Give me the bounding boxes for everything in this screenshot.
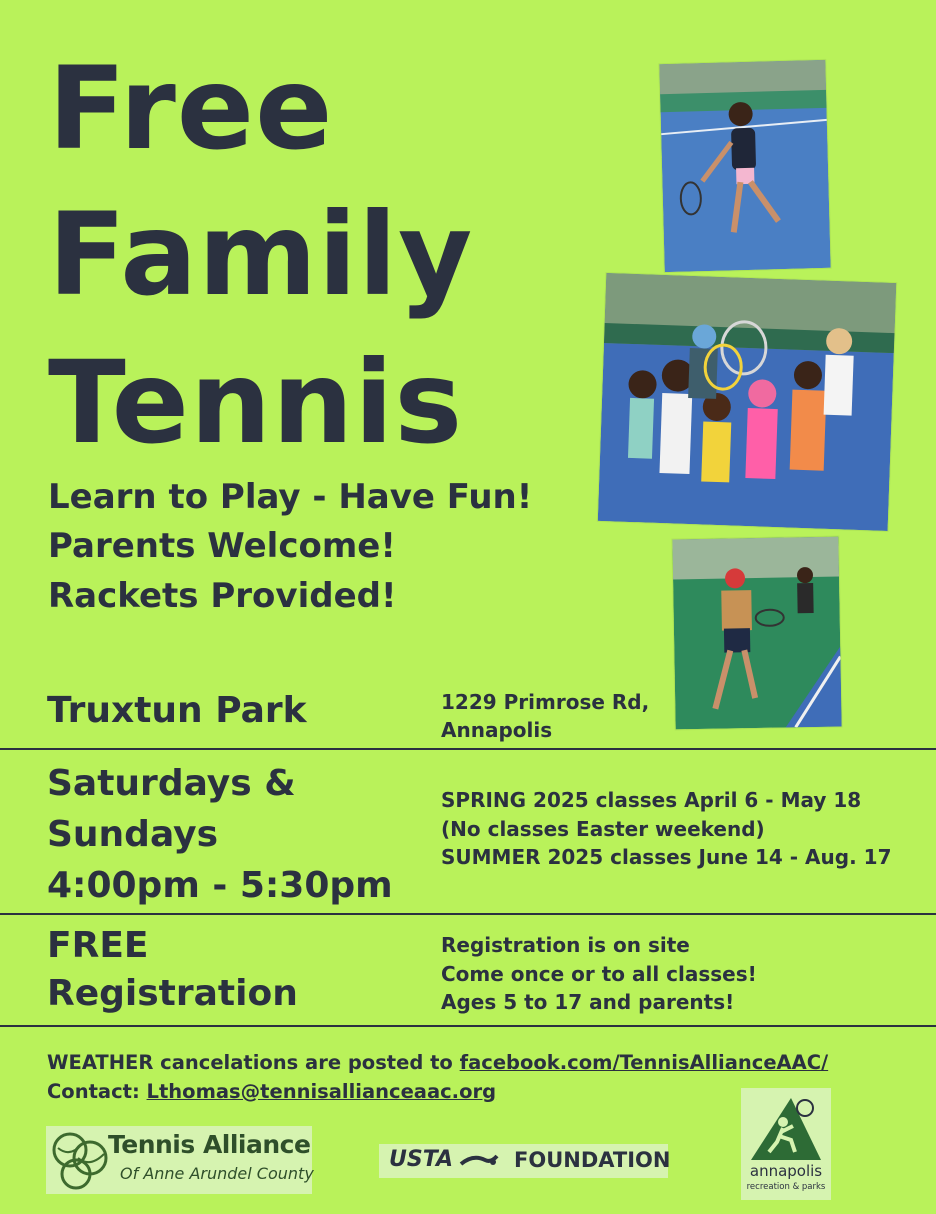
photo-coach-court-art: [672, 537, 841, 730]
schedule-info: [441, 786, 891, 872]
spring-classes: SPRING 2025 classes April 6 - May 18: [441, 788, 862, 812]
park-address: [441, 688, 649, 744]
title-free: Free: [48, 42, 334, 175]
photo-group-kids: [598, 273, 896, 531]
registration-info: [441, 931, 757, 1017]
tennis-balls-icon: [48, 1128, 112, 1192]
photo-girl-playing: [659, 60, 830, 272]
photo-group-kids-art: [598, 273, 896, 531]
tagline-learn: Learn to Play - Have Fun!: [48, 477, 533, 517]
mountain-climber-icon: [747, 1092, 825, 1162]
photo-girl-playing-art: [659, 60, 830, 272]
usta-wordmark: USTA: [389, 1147, 454, 1172]
divider-2: [0, 913, 936, 915]
park-name: Truxtun Park: [47, 690, 307, 731]
footer-info: [47, 1048, 828, 1106]
schedule-days: [47, 758, 393, 911]
usta-swoosh-icon: [459, 1152, 499, 1170]
address-line2: Annapolis: [441, 718, 553, 742]
weather-prefix: WEATHER cancelations are posted to: [47, 1051, 460, 1074]
days-line2: Sundays: [47, 814, 219, 855]
title-family: Family: [48, 188, 474, 321]
summer-classes: SUMMER 2025 classes June 14 - Aug. 17: [441, 845, 892, 869]
schedule-time: 4:00pm - 5:30pm: [47, 865, 393, 906]
address-line1: 1229 Primrose Rd,: [441, 690, 650, 714]
tennis-alliance-sub: Of Anne Arundel County: [120, 1164, 314, 1183]
tagline-parents: Parents Welcome!: [48, 526, 396, 566]
easter-note: (No classes Easter weekend): [441, 816, 765, 841]
registration-word: Registration: [47, 973, 298, 1014]
facebook-link[interactable]: facebook.com/TennisAllianceAAC/: [459, 1051, 829, 1074]
registration-info-3: Ages 5 to 17 and parents!: [441, 990, 735, 1014]
annapolis-wordmark: annapolis: [749, 1162, 823, 1180]
tennis-alliance-name: Tennis Alliance: [108, 1130, 311, 1159]
registration-info-1: Registration is on site: [441, 933, 690, 957]
title-tennis: Tennis: [48, 336, 464, 469]
days-line1: Saturdays &: [47, 763, 296, 804]
registration-label: [47, 922, 298, 1018]
annapolis-sub: recreation & parks: [746, 1182, 826, 1192]
contact-prefix: Contact:: [47, 1080, 147, 1103]
divider-3: [0, 1025, 936, 1027]
tennis-alliance-logo: [46, 1126, 312, 1194]
weather-line: [47, 1048, 828, 1077]
annapolis-rec-logo: [741, 1088, 831, 1200]
tagline-rackets: Rackets Provided!: [48, 576, 397, 616]
usta-foundation-logo: [379, 1144, 671, 1178]
photo-coach-court: [672, 537, 841, 730]
registration-info-2: Come once or to all classes!: [441, 961, 757, 986]
usta-foundation-text: FOUNDATION: [514, 1148, 671, 1172]
divider-1: [0, 748, 936, 750]
registration-free: FREE: [47, 925, 149, 966]
contact-email-link[interactable]: Lthomas@tennisallianceaac.org: [146, 1080, 497, 1103]
contact-line: [47, 1077, 828, 1106]
